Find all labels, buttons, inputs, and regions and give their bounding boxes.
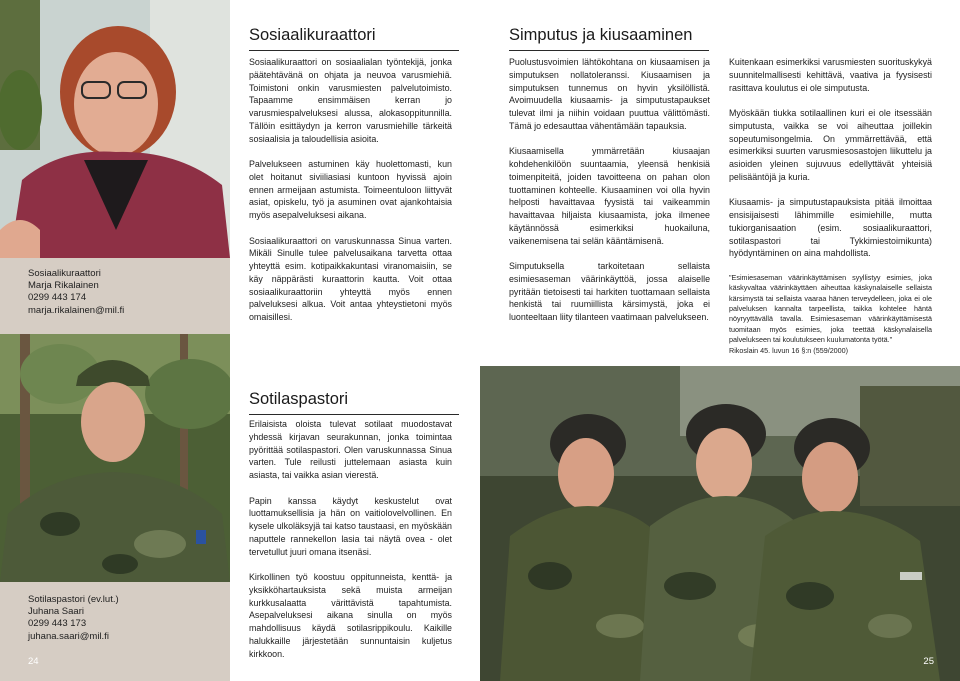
page-number-left: 24 — [28, 656, 39, 667]
chaplain-text — [249, 418, 452, 660]
paragraph: Puolustusvoimien lähtökohtana on kiusaamisen ja simputuksen nollatoleranssi. Kiusaamisen ja simputuksen tunnemus on hyvin yksilöllistä. Avoimuudella kiusaamis- ja simputustapaukset tulevat ilmi ja niihin voidaan puuttua välittömästi. Tämä jo edesauttaa vähentämään tapauksia. — [509, 57, 710, 131]
paragraph: Kirkollinen työ koostuu oppitunneista, kenttä- ja yksikköhartauksista sekä muista armeijan kurkkusalaatta värittävistä tapahtumista. Asepalveluksesi aikana sinulla on myös mahdollisuus käydä sotilasrippikoulu. Kaikille halukkaille järjestetään sunnuntaisin kuljetus kirkkoon. — [249, 572, 452, 659]
bullying-heading: Simputus ja kiusaaminen — [509, 26, 709, 51]
caption-title: Sotilaspastori (ev.lut.) — [28, 594, 119, 605]
social-worker-photo — [0, 0, 230, 258]
paragraph: Myöskään tiukka sotilaallinen kuri ei ole itsessään simputusta, vaikka se voi aiheuttaa joillekin sopeutumisongelmia. On ymmärrettävää, että esimerkiksi suurten varusmiesosastojen liikuttelu ja asioiden yleinen sujuvuus edellyttävät yhteisiä pelisääntöjä ja kuria. — [729, 108, 932, 182]
paragraph: Sosiaalikuraattori on varuskunnassa Sinua varten. Mikäli Sinulle tulee palvelusaikana tarvetta ottaa yhteyttä esim. kotipaikkakuntasi viranomaisiin, se käy näppärästi kuraattorin kautta. Voit ottaa sosiaalikuraattoriin yhteyttä myös ennen palveluksesi alkua. Voit antaa yhteystietoni myös omaisillesi. — [249, 235, 452, 322]
caption-name: Marja Rikalainen — [28, 280, 99, 292]
caption-email[interactable]: marja.rikalainen@mil.fi — [28, 304, 125, 316]
paragraph: Palvelukseen astuminen käy huolettomasti, kun olet hoitanut siviiliasiasi kuntoon hyvissä ajoin ennen armeijaan astumista. Toimeentuloon liittyvät asiat, opiskelu, työ ja asuminen ovat ajankohtaisia myös asepalveluksesi aikana. — [249, 159, 452, 220]
paragraph: Sosiaalikuraattori on sosiaalialan työntekijä, jonka päätehtävänä on ohjata ja neuvoa varusmiehiä. Toimistoni onkin varusmiesten palvelutoimisto. Tapaamme ensimmäisen kerran jo varusmiespalveluksesi alussa, alokasoppitunnilla. Tällöin esittäydyn ja kerron varusmiehille tärkeitä sosiaalisia ja taloudellisia asioita. — [249, 57, 452, 144]
paragraph: Erilaisista oloista tulevat sotilaat muodostavat yhdessä kirjavan seurakunnan, jonka toimintaa pyörittää sotilaspastori. Olen varuskunnassa Sinua varten. Tule reilusti juttelemaan asiasta kuin asiasta, tai vaikka asian vierestä. — [249, 419, 452, 480]
caption-phone: 0299 443 173 — [28, 618, 87, 630]
caption-title: Sosiaalikuraattori — [28, 268, 101, 279]
social-worker-caption — [0, 258, 230, 334]
chaplain-heading: Sotilaspastori — [249, 390, 459, 415]
chaplain-caption — [0, 582, 230, 681]
caption-email[interactable]: juhana.saari@mil.fi — [28, 630, 109, 642]
bullying-column-2 — [729, 56, 932, 356]
paragraph: Kiusaamis- ja simputustapauksista pitää ilmoittaa ensisijaisesti lähimmille esimiehille, mutta tukiorganisaation (esim. sosiaalikuraattori, sotilaspastori tai Tykkimiestoimikunta) hyödyntäminen on aina mahdollista. — [729, 197, 932, 259]
paragraph: Simputuksella tarkoitetaan sellaista esimiesaseman väärinkäyttöä, jossa alaiselle pyritään tietoisesti tai harkiten tuottamaan sellaista henkistä tai ruumiillista kärsimystä, joka ei luonteeltaan liity tilanteen vaatimaan palvelukseen. — [509, 261, 710, 322]
paragraph: Kuitenkaan esimerkiksi varusmiesten suorituskykyä suunnitelmallisesti kehittävä, vaativa ja fyysisesti rasittava koulutus ei ole simputusta. — [729, 57, 932, 93]
law-quote — [729, 273, 932, 356]
social-worker-heading: Sosiaalikuraattori — [249, 26, 459, 51]
social-worker-text — [249, 56, 452, 324]
quote-source: Rikoslain 45. luvun 16 §:n (559/2000) — [729, 345, 849, 355]
page-number-right: 25 — [923, 656, 934, 667]
caption-phone: 0299 443 174 — [28, 292, 87, 304]
soldiers-photo — [480, 366, 960, 681]
chaplain-photo — [0, 334, 230, 582]
paragraph: Papin kanssa käydyt keskustelut ovat luottamuksellisia ja hän on vaitiolovelvollinen. En kysele ulkoläksyjä tai katso taustaasi, en myöskään naputtele rannekellon lasia tai näytä ovea - olet tervetullut juuri omana itsenäsi. — [249, 495, 452, 557]
paragraph: Kiusaamisella ymmärretään kiusaajan kohdehenkilöön suuntaamia, yleensä henkisiä toimenpiteitä, joiden tavoitteena on pahan olon tuottaminen kohteelle. Kiusaaminen voi olla hyvin helposti havaittavaa fyysistä tai vaikeammin havaittavaa hiljaista kiusaamista, joka ilmenee käytännössä esimerkiksi huokailuna, vaikenemisena tai selän kääntämisenä. — [509, 146, 710, 246]
bullying-column-1 — [509, 56, 710, 324]
quote-text: "Esimiesaseman väärinkäyttämisen syyllistyy esimies, joka käskyvaltaa väärinkäyttäen aiheuttaa käskynalaiselle sellaista kärsimystä tai sellaista vaaraa hänen terveydelleen, joka ei ole palveluksen kannalta tarpeellista, taikka kohtelee häntä nöyryyttävällä tavalla. Esimiesaseman väärinkäyttämisestä tuomitaan myös esimies, joka teettää käskynalaisella palvelukseen tai koulutukseen kuulumatonta työtä." — [729, 272, 932, 345]
caption-name: Juhana Saari — [28, 606, 84, 618]
